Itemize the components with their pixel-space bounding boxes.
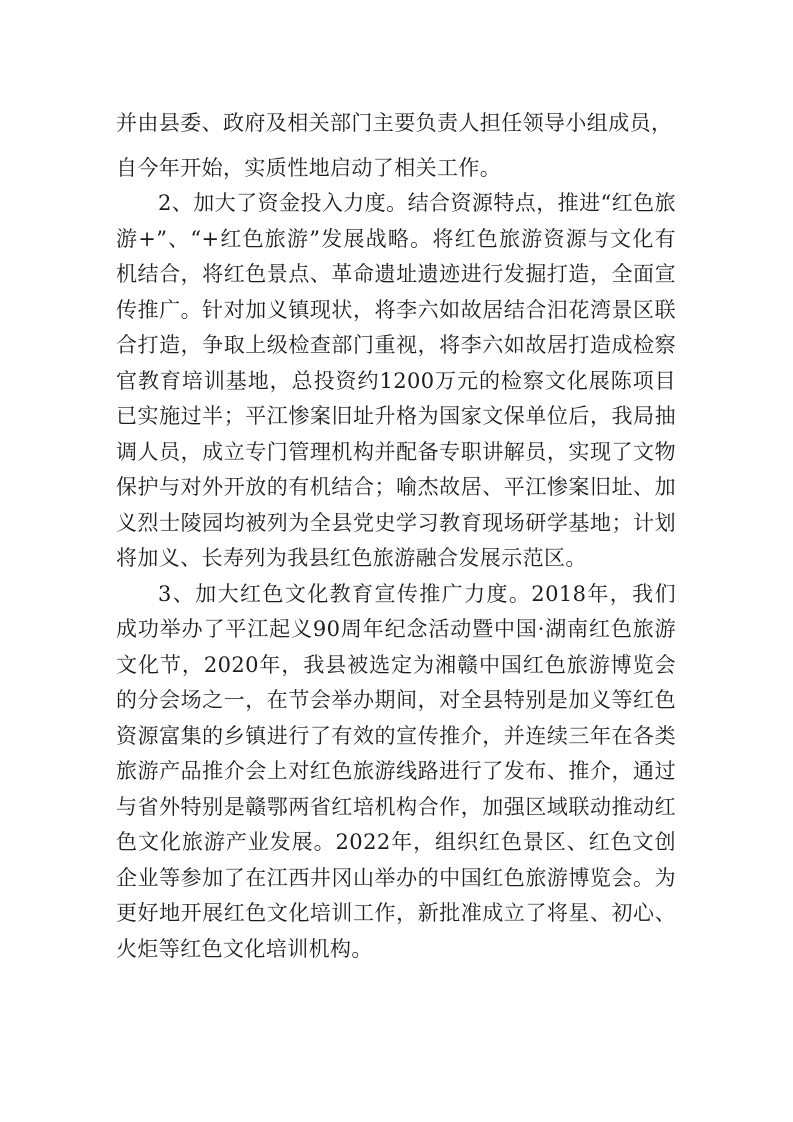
document-body — [116, 106, 676, 967]
paragraph-funding: 2、加大了资金投入力度。结合资源特点，推进“红色旅游+”、“+红色旅游”发展战略。将红色旅游资源与文化有机结合，将红色景点、革命遗址遗迹进行发掘打造，全面宣传推广。针对加义镇现状，将李六如故居结合汨花湾景区联合打造，争取上级检查部门重视，将李六如故居打造成检察官教育培训基地，总投资约1200万元的检察文化展陈项目已实施过半；平江惨案旧址升格为国家文保单位后，我局抽调人员，成立专门管理机构并配备专职讲解员，实现了文物保护与对外开放的有机结合；喻杰故居、平江惨案旧址、加义烈士陵园均被列为全县党史学习教育现场研学基地；计划将加义、长寿列为我县红色旅游融合发展示范区。 — [116, 191, 676, 570]
paragraph-continuation-2: 自今年开始，实质性地启动了相关工作。 — [116, 155, 502, 180]
paragraph-continuation-1: 并由县委、政府及相关部门主要负责人担任领导小组成员， — [116, 111, 673, 135]
paragraph-promotion: 3、加大红色文化教育宣传推广力度。2018年，我们成功举办了平江起义90周年纪念活动暨中国·湖南红色旅游文化节，2020年，我县被选定为湘赣中国红色旅游博览会的分会场之一，在节会举办期间，对全县特别是加义等红色资源富集的乡镇进行了有效的宣传推介，并连续三年在各类旅游产品推介会上对红色旅游线路进行了发布、推介，通过与省外特别是赣鄂两省红培机构合作，加强区域联动推动红色文化旅游产业发展。2022年，组织红色景区、红色文创企业等参加了在江西井冈山举办的中国红色旅游博览会。为更好地开展红色文化培训工作，新批准成立了将星、初心、火炬等红色文化培训机构。 — [116, 581, 676, 961]
